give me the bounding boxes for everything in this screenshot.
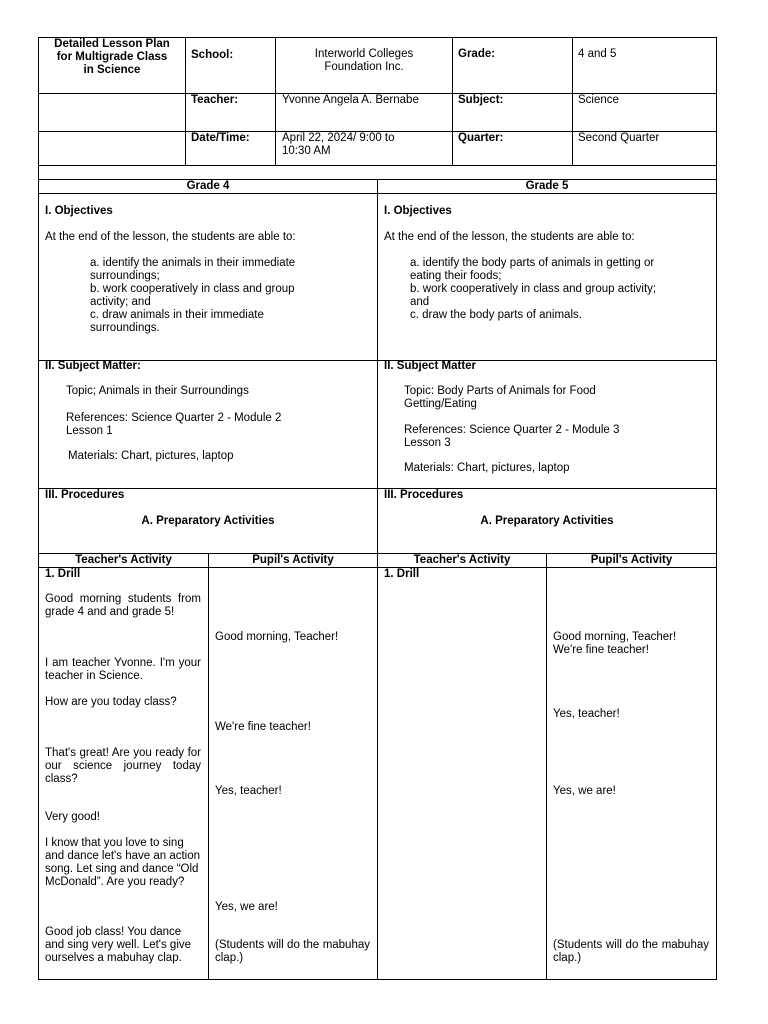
- grade-value: 4 and 5: [578, 48, 617, 60]
- school-label: School:: [191, 49, 234, 61]
- grade5-drill-label: 1. Drill: [384, 568, 420, 580]
- datetime-value: April 22, 2024/ 9:00 to 10:30 AM: [282, 132, 395, 157]
- activity-col-divider: [208, 553, 209, 980]
- quarter-label: Quarter:: [458, 132, 504, 144]
- table-col-divider: [452, 37, 453, 165]
- subject-label: Subject:: [458, 94, 504, 106]
- grade4-teacher-line: That's great! Are you ready for our science journey today class?: [45, 747, 201, 785]
- grade4-heading: Grade 4: [186, 180, 230, 192]
- grade5-topic: Topic: Body Parts of Animals for Food Getting/Eating: [404, 385, 596, 410]
- grade5-pupil-line: (Students will do the mabuhay clap.): [553, 939, 709, 964]
- grade4-materials: Materials: Chart, pictures, laptop: [68, 450, 234, 462]
- grade5-objectives-heading: I. Objectives: [384, 205, 452, 217]
- grade4-pupil-line: (Students will do the mabuhay clap.): [215, 939, 370, 964]
- lesson-plan-title: Detailed Lesson Plan for Multigrade Class in Science: [54, 38, 170, 76]
- grade-divider: [377, 179, 378, 980]
- datetime-label: Date/Time:: [191, 132, 250, 144]
- grade5-pupil-col-header: Pupil's Activity: [590, 554, 673, 566]
- grade4-prep-heading: A. Preparatory Activities: [141, 515, 275, 527]
- grade4-teacher-line: How are you today class?: [45, 696, 177, 708]
- grade5-pupil-line: Yes, teacher!: [553, 708, 620, 720]
- teacher-value: Yvonne Angela A. Bernabe: [282, 94, 419, 106]
- activity-col-divider: [546, 553, 547, 980]
- grade5-procedures-heading: III. Procedures: [384, 489, 464, 501]
- grade-label: Grade:: [458, 48, 496, 60]
- grade4-teacher-col-header: Teacher's Activity: [75, 554, 172, 566]
- grade4-pupil-line: We're fine teacher!: [215, 721, 311, 733]
- table-border-left: [38, 37, 39, 980]
- grade5-materials: Materials: Chart, pictures, laptop: [404, 462, 570, 474]
- grade5-teacher-col-header: Teacher's Activity: [413, 554, 511, 566]
- school-value: Interworld Colleges Foundation Inc.: [314, 48, 414, 73]
- grade4-references: References: Science Quarter 2 - Module 2 Lesson 1: [66, 412, 282, 437]
- grade4-pupil-col-header: Pupil's Activity: [252, 554, 334, 566]
- grade4-teacher-line: I know that you love to sing and dance let's have an action song. Let sing and dance “Old McDonald”. Are you ready?: [45, 837, 201, 888]
- grade4-pupil-line: Yes, teacher!: [215, 785, 282, 797]
- grade5-objectives-intro: At the end of the lesson, the students are able to:: [384, 231, 635, 243]
- grade4-objectives-heading: I. Objectives: [45, 205, 113, 217]
- grade5-pupil-line: Good morning, Teacher! We're fine teacher!: [553, 631, 677, 656]
- grade5-pupil-line: Yes, we are!: [553, 785, 616, 797]
- grade5-references: References: Science Quarter 2 - Module 3 Lesson 3: [404, 424, 620, 449]
- grade5-objectives-list: a. identify the body parts of animals in getting or eating their foods; b. work cooperatively in class and group activity; and c. draw the body parts of animals.: [410, 257, 657, 321]
- grade4-objectives-intro: At the end of the lesson, the students are able to:: [45, 231, 296, 243]
- grade4-topic: Topic; Animals in their Surroundings: [66, 385, 249, 397]
- grade4-drill-label: 1. Drill: [45, 568, 81, 580]
- grade4-subject-heading: II. Subject Matter:: [45, 360, 141, 372]
- subject-value: Science: [578, 94, 619, 106]
- grade4-teacher-line: Very good!: [45, 811, 100, 823]
- grade4-pupil-line: Yes, we are!: [215, 901, 278, 913]
- quarter-value: Second Quarter: [578, 132, 660, 144]
- grade4-teacher-line: I am teacher Yvonne. I'm your teacher in Science.: [45, 657, 201, 682]
- grade5-subject-heading: II. Subject Matter: [384, 360, 477, 372]
- table-rule: [38, 165, 717, 166]
- grade5-prep-heading: A. Preparatory Activities: [480, 515, 614, 527]
- table-col-divider: [572, 37, 573, 165]
- grade4-objectives-list: a. identify the animals in their immediate surroundings; b. work cooperatively in class and group activity; and c. draw animals in their immediate surroundings.: [90, 257, 296, 334]
- table-col-divider: [185, 37, 186, 165]
- grade4-teacher-line: Good job class! You dance and sing very well. Let's give ourselves a mabuhay clap.: [45, 926, 192, 964]
- table-border-right: [716, 37, 717, 980]
- grade4-teacher-line: Good morning students from grade 4 and and grade 5!: [45, 593, 201, 618]
- teacher-label: Teacher:: [191, 94, 239, 106]
- grade4-procedures-heading: III. Procedures: [45, 489, 125, 501]
- grade4-pupil-line: Good morning, Teacher!: [215, 631, 339, 643]
- grade5-heading: Grade 5: [525, 180, 569, 192]
